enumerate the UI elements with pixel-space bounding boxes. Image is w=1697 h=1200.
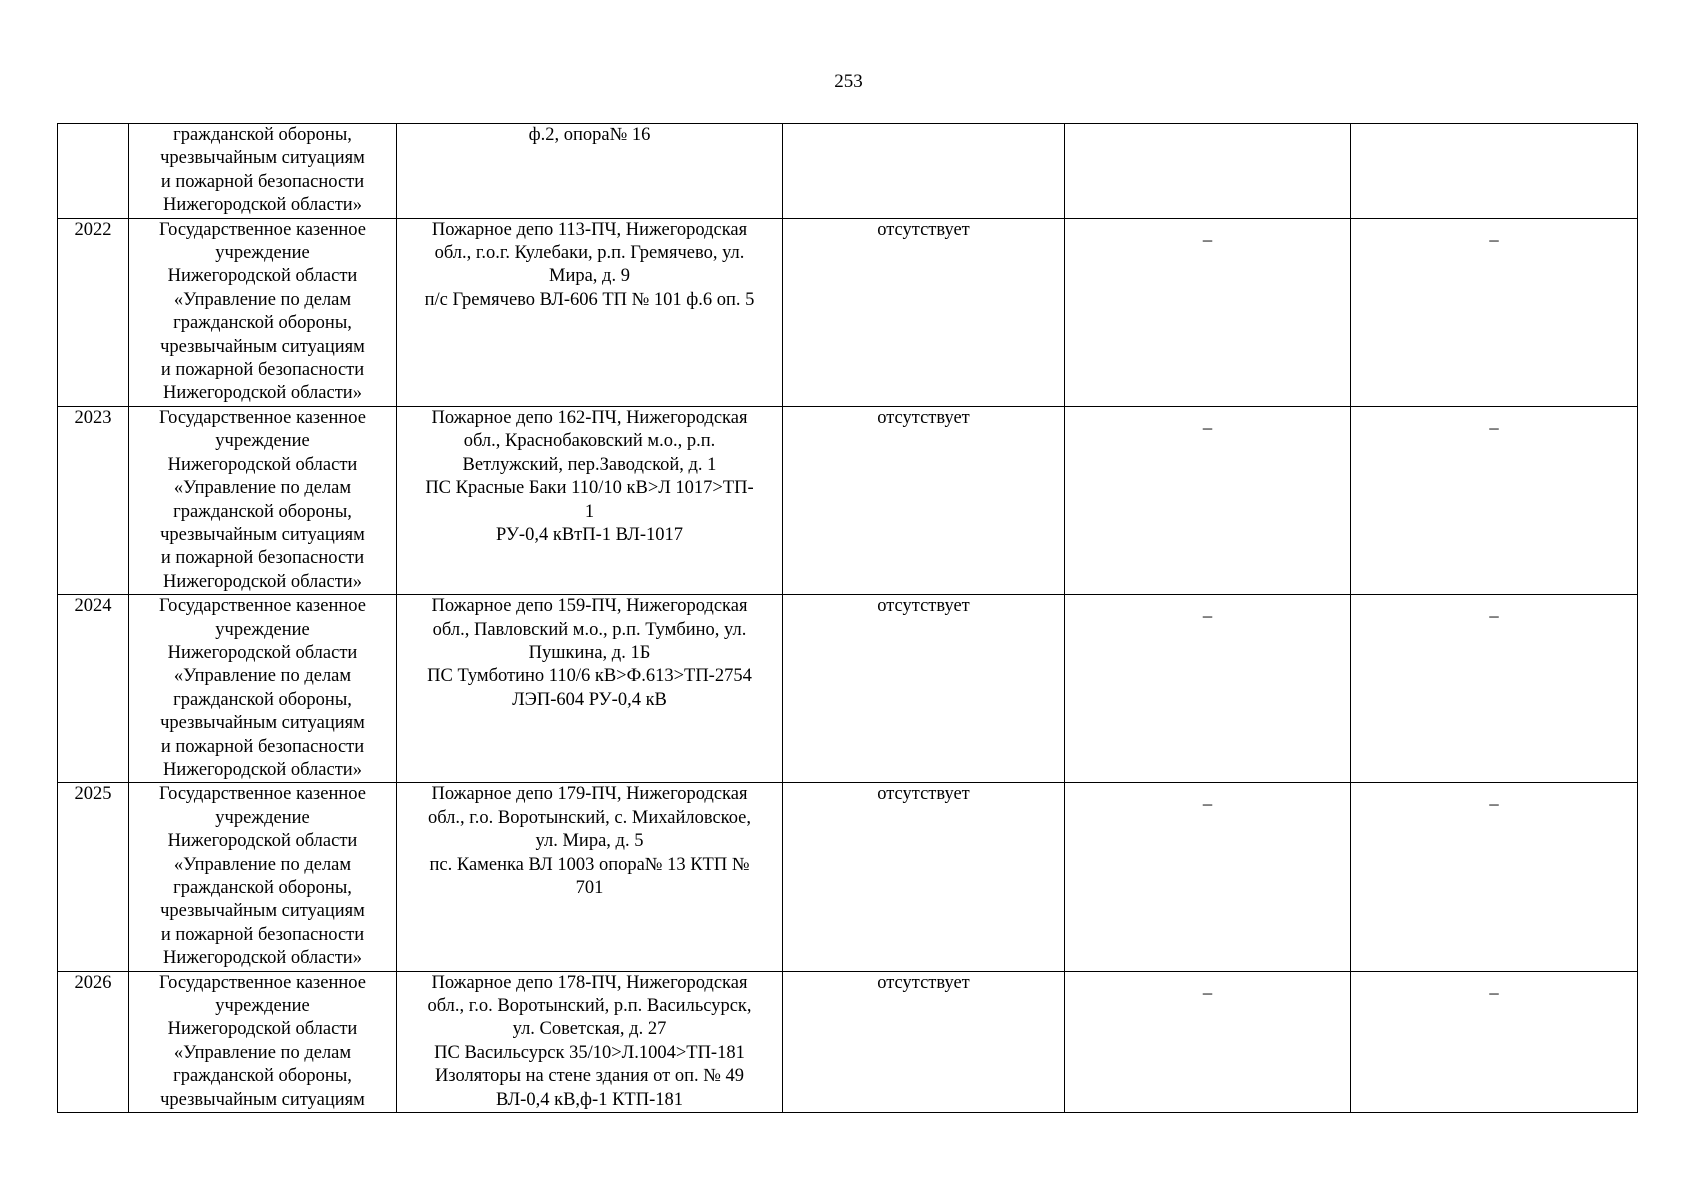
cell-col6: _: [1351, 218, 1638, 406]
cell-status: отсутствует: [783, 218, 1065, 406]
cell-status: отсутствует: [783, 595, 1065, 783]
cell-organization: гражданской обороны, чрезвычайным ситуациям и пожарной безопасности Нижегородской области»: [129, 124, 397, 219]
cell-col5: _: [1065, 218, 1351, 406]
cell-organization: Государственное казенное учреждение Нижегородской области «Управление по делам гражданской обороны, чрезвычайным ситуациям и пожарной безопасности Нижегородской области»: [129, 595, 397, 783]
registry-table: [57, 123, 1638, 1113]
cell-organization: Государственное казенное учреждение Нижегородской области «Управление по делам гражданской обороны, чрезвычайным ситуациям и пожарной безопасности Нижегородской области»: [129, 406, 397, 594]
cell-col6: [1351, 124, 1638, 219]
cell-organization: Государственное казенное учреждение Нижегородской области «Управление по делам гражданской обороны, чрезвычайным ситуациям: [129, 971, 397, 1112]
table-row: [58, 406, 1638, 594]
cell-address: Пожарное депо 179-ПЧ, Нижегородская обл., г.о. Воротынский, с. Михайловское, ул. Мира, д. 5 пс. Каменка ВЛ 1003 опора№ 13 КТП № 701: [397, 783, 783, 971]
table-row: [58, 124, 1638, 219]
cell-number: 2025: [58, 783, 129, 971]
cell-number: 2026: [58, 971, 129, 1112]
table-row: [58, 595, 1638, 783]
cell-number: [58, 124, 129, 219]
cell-organization: Государственное казенное учреждение Нижегородской области «Управление по делам гражданской обороны, чрезвычайным ситуациям и пожарной безопасности Нижегородской области»: [129, 218, 397, 406]
cell-organization: Государственное казенное учреждение Нижегородской области «Управление по делам гражданской обороны, чрезвычайным ситуациям и пожарной безопасности Нижегородской области»: [129, 783, 397, 971]
page-number: 253: [834, 71, 863, 92]
cell-col6: _: [1351, 971, 1638, 1112]
table-row: [58, 971, 1638, 1112]
cell-address: Пожарное депо 162-ПЧ, Нижегородская обл., Краснобаковский м.о., р.п. Ветлужский, пер.Заводской, д. 1 ПС Красные Баки 110/10 кВ>Л 1017>ТП- 1 РУ-0,4 кВтП-1 ВЛ-1017: [397, 406, 783, 594]
cell-number: 2024: [58, 595, 129, 783]
cell-col6: _: [1351, 783, 1638, 971]
cell-col6: _: [1351, 406, 1638, 594]
cell-status: отсутствует: [783, 406, 1065, 594]
cell-status: отсутствует: [783, 783, 1065, 971]
cell-status: отсутствует: [783, 971, 1065, 1112]
cell-col5: _: [1065, 971, 1351, 1112]
table-row: [58, 783, 1638, 971]
cell-col5: _: [1065, 406, 1351, 594]
cell-col5: [1065, 124, 1351, 219]
cell-col5: _: [1065, 783, 1351, 971]
cell-number: 2023: [58, 406, 129, 594]
cell-col6: _: [1351, 595, 1638, 783]
cell-address: ф.2, опора№ 16: [397, 124, 783, 219]
cell-address: Пожарное депо 113-ПЧ, Нижегородская обл., г.о.г. Кулебаки, р.п. Гремячево, ул. Мира, д. 9 п/с Гремячево ВЛ-606 ТП № 101 ф.6 оп. 5: [397, 218, 783, 406]
cell-address: Пожарное депо 178-ПЧ, Нижегородская обл., г.о. Воротынский, р.п. Васильсурск, ул. Советская, д. 27 ПС Васильсурск 35/10>Л.1004>ТП-181 Изоляторы на стене здания от оп. № 49 ВЛ-0,4 кВ,ф-1 КТП-181: [397, 971, 783, 1112]
cell-status: [783, 124, 1065, 219]
cell-address: Пожарное депо 159-ПЧ, Нижегородская обл., Павловский м.о., р.п. Тумбино, ул. Пушкина, д. 1Б ПС Тумботино 110/6 кВ>Ф.613>ТП-2754 ЛЭП-604 РУ-0,4 кВ: [397, 595, 783, 783]
cell-number: 2022: [58, 218, 129, 406]
cell-col5: _: [1065, 595, 1351, 783]
table-row: [58, 218, 1638, 406]
